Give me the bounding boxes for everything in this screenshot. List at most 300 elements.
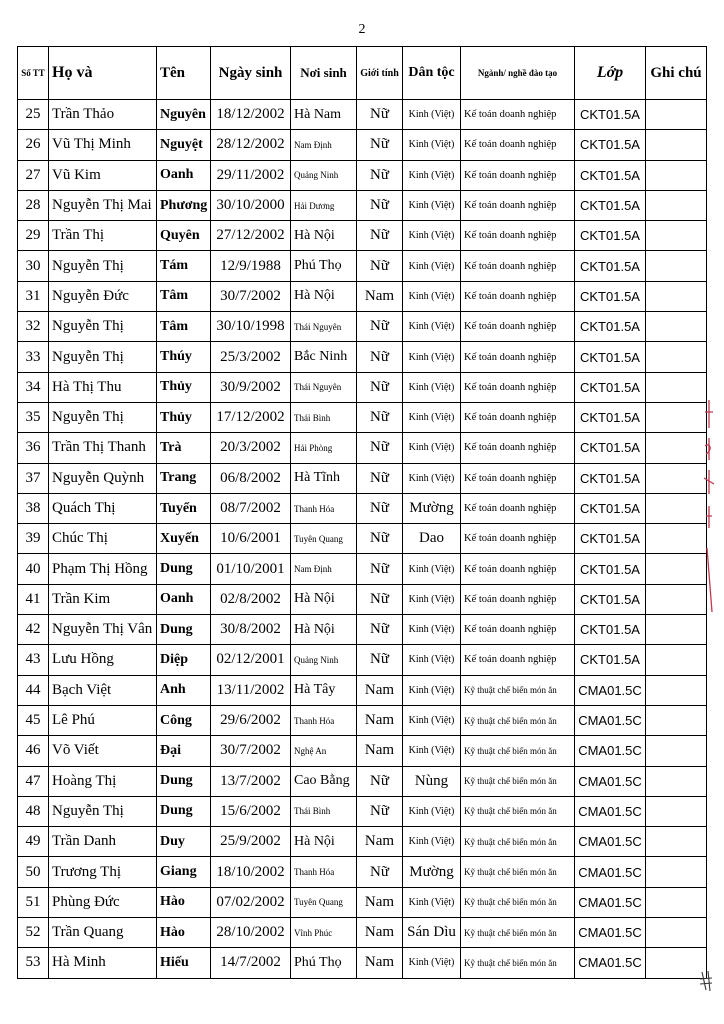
cell-ghi-chu (646, 524, 707, 554)
cell-stt: 31 (18, 281, 49, 311)
cell-lop: CKT01.5A (575, 251, 646, 281)
cell-lop: CKT01.5A (575, 554, 646, 584)
cell-noi-sinh: Nam Định (291, 554, 357, 584)
cell-stt: 52 (18, 918, 49, 948)
header-ghi-chu: Ghi chú (646, 47, 707, 100)
cell-ghi-chu (646, 615, 707, 645)
table-row (18, 524, 707, 554)
cell-ghi-chu (646, 251, 707, 281)
cell-dan-toc: Dao (403, 524, 461, 554)
cell-ngay-sinh: 06/8/2002 (211, 463, 291, 493)
cell-ho-va: Trần Thị Thanh (49, 433, 157, 463)
cell-ten: Tuyển (157, 493, 211, 523)
table-row (18, 675, 707, 705)
cell-dan-toc: Kinh (Việt) (403, 887, 461, 917)
cell-lop: CKT01.5A (575, 372, 646, 402)
cell-stt: 35 (18, 402, 49, 432)
cell-noi-sinh: Bắc Ninh (291, 342, 357, 372)
cell-ho-va: Nguyễn Thị (49, 251, 157, 281)
cell-stt: 48 (18, 796, 49, 826)
handwritten-initial-mark (698, 970, 714, 992)
cell-stt: 43 (18, 645, 49, 675)
table-row (18, 615, 707, 645)
table-row (18, 463, 707, 493)
cell-lop: CMA01.5C (575, 918, 646, 948)
cell-nganh: Kế toán doanh nghiệp (461, 372, 575, 402)
cell-noi-sinh: Vĩnh Phúc (291, 918, 357, 948)
cell-ngay-sinh: 30/9/2002 (211, 372, 291, 402)
cell-nganh: Kế toán doanh nghiệp (461, 281, 575, 311)
header-dan-toc: Dân tộc (403, 47, 461, 100)
cell-ngay-sinh: 17/12/2002 (211, 402, 291, 432)
cell-ngay-sinh: 25/9/2002 (211, 827, 291, 857)
cell-lop: CKT01.5A (575, 615, 646, 645)
table-row (18, 857, 707, 887)
cell-noi-sinh: Tuyên Quang (291, 524, 357, 554)
cell-dan-toc: Sán Dìu (403, 918, 461, 948)
cell-ghi-chu (646, 312, 707, 342)
cell-noi-sinh: Quảng Ninh (291, 645, 357, 675)
cell-gioi-tinh: Nữ (357, 766, 403, 796)
cell-noi-sinh: Hà Nội (291, 221, 357, 251)
cell-noi-sinh: Hà Nội (291, 827, 357, 857)
cell-ten: Nguyên (157, 100, 211, 130)
header-noi-sinh: Nơi sinh (291, 47, 357, 100)
cell-ngay-sinh: 07/02/2002 (211, 887, 291, 917)
cell-ngay-sinh: 13/7/2002 (211, 766, 291, 796)
cell-dan-toc: Kinh (Việt) (403, 100, 461, 130)
cell-noi-sinh: Phú Thọ (291, 251, 357, 281)
cell-ho-va: Lưu Hồng (49, 645, 157, 675)
cell-ten: Hiếu (157, 948, 211, 978)
cell-gioi-tinh: Nam (357, 918, 403, 948)
cell-ghi-chu (646, 372, 707, 402)
table-row (18, 736, 707, 766)
cell-ghi-chu (646, 584, 707, 614)
header-stt: Số TT (18, 47, 49, 100)
cell-stt: 45 (18, 705, 49, 735)
cell-lop: CKT01.5A (575, 584, 646, 614)
cell-ngay-sinh: 02/12/2001 (211, 645, 291, 675)
cell-nganh: Kế toán doanh nghiệp (461, 524, 575, 554)
cell-dan-toc: Kinh (Việt) (403, 948, 461, 978)
cell-ghi-chu (646, 796, 707, 826)
cell-dan-toc: Kinh (Việt) (403, 554, 461, 584)
cell-ho-va: Phùng Đức (49, 887, 157, 917)
cell-dan-toc: Nùng (403, 766, 461, 796)
cell-ngay-sinh: 30/7/2002 (211, 736, 291, 766)
cell-ghi-chu (646, 645, 707, 675)
cell-ho-va: Bạch Việt (49, 675, 157, 705)
cell-dan-toc: Kinh (Việt) (403, 372, 461, 402)
cell-dan-toc: Mường (403, 493, 461, 523)
cell-lop: CKT01.5A (575, 312, 646, 342)
cell-ngay-sinh: 01/10/2001 (211, 554, 291, 584)
cell-ngay-sinh: 29/6/2002 (211, 705, 291, 735)
cell-nganh: Kỹ thuật chế biến món ăn (461, 796, 575, 826)
table-row (18, 433, 707, 463)
cell-ngay-sinh: 28/10/2002 (211, 918, 291, 948)
cell-lop: CKT01.5A (575, 190, 646, 220)
cell-ngay-sinh: 27/12/2002 (211, 221, 291, 251)
cell-ten: Dung (157, 615, 211, 645)
cell-ngay-sinh: 30/7/2002 (211, 281, 291, 311)
cell-noi-sinh: Phú Thọ (291, 948, 357, 978)
cell-ten: Thúy (157, 342, 211, 372)
cell-dan-toc: Kinh (Việt) (403, 675, 461, 705)
cell-nganh: Kỹ thuật chế biến món ăn (461, 705, 575, 735)
cell-lop: CMA01.5C (575, 827, 646, 857)
cell-ten: Phương (157, 190, 211, 220)
table-row (18, 190, 707, 220)
cell-nganh: Kế toán doanh nghiệp (461, 493, 575, 523)
cell-ngay-sinh: 14/7/2002 (211, 948, 291, 978)
cell-dan-toc: Kinh (Việt) (403, 645, 461, 675)
cell-stt: 49 (18, 827, 49, 857)
cell-ten: Tám (157, 251, 211, 281)
cell-gioi-tinh: Nữ (357, 433, 403, 463)
cell-dan-toc: Kinh (Việt) (403, 615, 461, 645)
cell-noi-sinh: Thanh Hóa (291, 857, 357, 887)
cell-lop: CMA01.5C (575, 705, 646, 735)
cell-nganh: Kế toán doanh nghiệp (461, 251, 575, 281)
cell-ghi-chu (646, 705, 707, 735)
cell-ten: Thủy (157, 402, 211, 432)
cell-gioi-tinh: Nam (357, 736, 403, 766)
page-number: 2 (358, 22, 366, 37)
cell-lop: CKT01.5A (575, 524, 646, 554)
cell-dan-toc: Kinh (Việt) (403, 281, 461, 311)
cell-stt: 33 (18, 342, 49, 372)
cell-noi-sinh: Nam Định (291, 130, 357, 160)
cell-nganh: Kỹ thuật chế biến món ăn (461, 766, 575, 796)
cell-gioi-tinh: Nữ (357, 100, 403, 130)
cell-ghi-chu (646, 130, 707, 160)
cell-noi-sinh: Thanh Hóa (291, 493, 357, 523)
cell-gioi-tinh: Nữ (357, 615, 403, 645)
table-row (18, 342, 707, 372)
table-row (18, 887, 707, 917)
cell-gioi-tinh: Nam (357, 887, 403, 917)
cell-noi-sinh: Hà Nam (291, 100, 357, 130)
cell-dan-toc: Kinh (Việt) (403, 584, 461, 614)
cell-gioi-tinh: Nữ (357, 493, 403, 523)
cell-gioi-tinh: Nữ (357, 796, 403, 826)
header-nganh: Ngành/ nghề đào tạo (461, 47, 575, 100)
cell-ho-va: Nguyễn Thị Vân (49, 615, 157, 645)
cell-stt: 50 (18, 857, 49, 887)
cell-lop: CKT01.5A (575, 645, 646, 675)
cell-ten: Hào (157, 887, 211, 917)
table-row (18, 493, 707, 523)
cell-ho-va: Nguyễn Quỳnh (49, 463, 157, 493)
cell-ngay-sinh: 30/10/2000 (211, 190, 291, 220)
table-row (18, 827, 707, 857)
cell-nganh: Kế toán doanh nghiệp (461, 584, 575, 614)
cell-ho-va: Phạm Thị Hồng (49, 554, 157, 584)
cell-ngay-sinh: 02/8/2002 (211, 584, 291, 614)
table-header-row (18, 47, 707, 100)
cell-nganh: Kỹ thuật chế biến món ăn (461, 857, 575, 887)
cell-ten: Nguyệt (157, 130, 211, 160)
cell-ghi-chu (646, 160, 707, 190)
cell-noi-sinh: Hà Tây (291, 675, 357, 705)
cell-dan-toc: Kinh (Việt) (403, 221, 461, 251)
cell-noi-sinh: Hà Tĩnh (291, 463, 357, 493)
cell-lop: CKT01.5A (575, 402, 646, 432)
cell-ngay-sinh: 30/8/2002 (211, 615, 291, 645)
cell-dan-toc: Kinh (Việt) (403, 160, 461, 190)
cell-ten: Dung (157, 766, 211, 796)
cell-noi-sinh: Nghệ An (291, 736, 357, 766)
table-row (18, 130, 707, 160)
cell-ho-va: Nguyễn Thị (49, 342, 157, 372)
header-gioi-tinh: Giới tính (357, 47, 403, 100)
cell-ngay-sinh: 30/10/1998 (211, 312, 291, 342)
cell-gioi-tinh: Nữ (357, 584, 403, 614)
header-ngay-sinh: Ngày sinh (211, 47, 291, 100)
cell-ngay-sinh: 12/9/1988 (211, 251, 291, 281)
header-lop: Lớp (575, 47, 646, 100)
cell-ten: Oanh (157, 160, 211, 190)
table-row (18, 705, 707, 735)
cell-ghi-chu (646, 766, 707, 796)
cell-lop: CMA01.5C (575, 857, 646, 887)
cell-noi-sinh: Hải Dương (291, 190, 357, 220)
cell-gioi-tinh: Nữ (357, 645, 403, 675)
cell-stt: 39 (18, 524, 49, 554)
cell-stt: 26 (18, 130, 49, 160)
table-row (18, 402, 707, 432)
cell-nganh: Kế toán doanh nghiệp (461, 160, 575, 190)
cell-stt: 38 (18, 493, 49, 523)
cell-stt: 41 (18, 584, 49, 614)
cell-noi-sinh: Hà Nội (291, 615, 357, 645)
table-row (18, 372, 707, 402)
cell-dan-toc: Kinh (Việt) (403, 130, 461, 160)
cell-ten: Quyên (157, 221, 211, 251)
cell-stt: 25 (18, 100, 49, 130)
cell-ngay-sinh: 18/12/2002 (211, 100, 291, 130)
cell-gioi-tinh: Nam (357, 281, 403, 311)
cell-dan-toc: Kinh (Việt) (403, 251, 461, 281)
cell-ten: Dung (157, 554, 211, 584)
cell-noi-sinh: Thái Nguyên (291, 372, 357, 402)
table-row (18, 221, 707, 251)
cell-ho-va: Trần Danh (49, 827, 157, 857)
cell-lop: CMA01.5C (575, 675, 646, 705)
cell-dan-toc: Kinh (Việt) (403, 312, 461, 342)
cell-ten: Tâm (157, 312, 211, 342)
table-row (18, 281, 707, 311)
cell-ghi-chu (646, 402, 707, 432)
cell-gioi-tinh: Nữ (357, 463, 403, 493)
cell-gioi-tinh: Nữ (357, 342, 403, 372)
cell-ho-va: Nguyễn Thị (49, 402, 157, 432)
cell-gioi-tinh: Nữ (357, 130, 403, 160)
cell-gioi-tinh: Nam (357, 705, 403, 735)
cell-ho-va: Nguyễn Thị Mai (49, 190, 157, 220)
cell-ghi-chu (646, 190, 707, 220)
cell-ho-va: Trần Thảo (49, 100, 157, 130)
cell-nganh: Kế toán doanh nghiệp (461, 554, 575, 584)
student-roster-table (17, 46, 707, 979)
table-body (18, 100, 707, 979)
cell-ten: Duy (157, 827, 211, 857)
cell-nganh: Kế toán doanh nghiệp (461, 402, 575, 432)
cell-ngay-sinh: 29/11/2002 (211, 160, 291, 190)
cell-ngay-sinh: 20/3/2002 (211, 433, 291, 463)
table-row (18, 312, 707, 342)
cell-ten: Đại (157, 736, 211, 766)
cell-noi-sinh: Thái Nguyên (291, 312, 357, 342)
cell-ho-va: Quách Thị (49, 493, 157, 523)
cell-ten: Anh (157, 675, 211, 705)
table-row (18, 645, 707, 675)
cell-dan-toc: Mường (403, 857, 461, 887)
cell-ghi-chu (646, 675, 707, 705)
cell-dan-toc: Kinh (Việt) (403, 433, 461, 463)
cell-dan-toc: Kinh (Việt) (403, 736, 461, 766)
cell-stt: 34 (18, 372, 49, 402)
cell-ghi-chu (646, 827, 707, 857)
table-row (18, 251, 707, 281)
cell-ho-va: Trần Quang (49, 918, 157, 948)
cell-ghi-chu (646, 281, 707, 311)
cell-gioi-tinh: Nữ (357, 857, 403, 887)
cell-ghi-chu (646, 342, 707, 372)
cell-gioi-tinh: Nữ (357, 160, 403, 190)
cell-nganh: Kỹ thuật chế biến món ăn (461, 736, 575, 766)
cell-nganh: Kỹ thuật chế biến món ăn (461, 887, 575, 917)
cell-noi-sinh: Hà Nội (291, 584, 357, 614)
cell-ten: Trà (157, 433, 211, 463)
cell-stt: 29 (18, 221, 49, 251)
cell-lop: CKT01.5A (575, 493, 646, 523)
cell-gioi-tinh: Nữ (357, 372, 403, 402)
cell-ghi-chu (646, 554, 707, 584)
cell-nganh: Kế toán doanh nghiệp (461, 312, 575, 342)
cell-nganh: Kế toán doanh nghiệp (461, 615, 575, 645)
cell-ngay-sinh: 15/6/2002 (211, 796, 291, 826)
cell-lop: CKT01.5A (575, 463, 646, 493)
table-row (18, 948, 707, 978)
cell-lop: CKT01.5A (575, 281, 646, 311)
cell-ten: Dung (157, 796, 211, 826)
cell-stt: 27 (18, 160, 49, 190)
cell-stt: 51 (18, 887, 49, 917)
cell-gioi-tinh: Nam (357, 675, 403, 705)
cell-ghi-chu (646, 736, 707, 766)
cell-stt: 40 (18, 554, 49, 584)
cell-gioi-tinh: Nữ (357, 251, 403, 281)
cell-stt: 42 (18, 615, 49, 645)
cell-noi-sinh: Thái Bình (291, 796, 357, 826)
table-row (18, 918, 707, 948)
cell-nganh: Kế toán doanh nghiệp (461, 130, 575, 160)
cell-ho-va: Nguyễn Thị (49, 312, 157, 342)
cell-ho-va: Vũ Kim (49, 160, 157, 190)
cell-ngay-sinh: 13/11/2002 (211, 675, 291, 705)
cell-stt: 37 (18, 463, 49, 493)
cell-noi-sinh: Tuyên Quang (291, 887, 357, 917)
cell-ho-va: Võ Viết (49, 736, 157, 766)
cell-lop: CKT01.5A (575, 433, 646, 463)
table-row (18, 766, 707, 796)
cell-lop: CMA01.5C (575, 766, 646, 796)
cell-lop: CMA01.5C (575, 887, 646, 917)
cell-stt: 36 (18, 433, 49, 463)
cell-ho-va: Hoàng Thị (49, 766, 157, 796)
cell-ho-va: Hà Minh (49, 948, 157, 978)
cell-ten: Tâm (157, 281, 211, 311)
table-row (18, 554, 707, 584)
cell-ghi-chu (646, 493, 707, 523)
cell-lop: CKT01.5A (575, 130, 646, 160)
cell-stt: 47 (18, 766, 49, 796)
cell-dan-toc: Kinh (Việt) (403, 796, 461, 826)
cell-ghi-chu (646, 221, 707, 251)
cell-dan-toc: Kinh (Việt) (403, 190, 461, 220)
cell-ghi-chu (646, 887, 707, 917)
cell-ghi-chu (646, 100, 707, 130)
cell-noi-sinh: Quảng Ninh (291, 160, 357, 190)
cell-stt: 46 (18, 736, 49, 766)
cell-ngay-sinh: 28/12/2002 (211, 130, 291, 160)
cell-nganh: Kế toán doanh nghiệp (461, 221, 575, 251)
cell-noi-sinh: Thái Bình (291, 402, 357, 432)
cell-dan-toc: Kinh (Việt) (403, 827, 461, 857)
cell-lop: CKT01.5A (575, 160, 646, 190)
cell-ho-va: Vũ Thị Minh (49, 130, 157, 160)
cell-dan-toc: Kinh (Việt) (403, 342, 461, 372)
cell-ten: Hào (157, 918, 211, 948)
cell-ten: Oanh (157, 584, 211, 614)
cell-nganh: Kỹ thuật chế biến món ăn (461, 675, 575, 705)
cell-noi-sinh: Hà Nội (291, 281, 357, 311)
header-ten: Tên (157, 47, 211, 100)
cell-dan-toc: Kinh (Việt) (403, 463, 461, 493)
cell-nganh: Kế toán doanh nghiệp (461, 645, 575, 675)
header-ho-va: Họ và (49, 47, 157, 100)
cell-nganh: Kỹ thuật chế biến món ăn (461, 918, 575, 948)
table-row (18, 796, 707, 826)
cell-noi-sinh: Thanh Hóa (291, 705, 357, 735)
cell-ten: Xuyến (157, 524, 211, 554)
cell-stt: 32 (18, 312, 49, 342)
cell-gioi-tinh: Nữ (357, 190, 403, 220)
cell-ho-va: Nguyễn Đức (49, 281, 157, 311)
cell-gioi-tinh: Nữ (357, 402, 403, 432)
cell-ngay-sinh: 08/7/2002 (211, 493, 291, 523)
cell-noi-sinh: Cao Bằng (291, 766, 357, 796)
cell-ten: Thủy (157, 372, 211, 402)
cell-ten: Công (157, 705, 211, 735)
table-row (18, 160, 707, 190)
cell-ten: Trang (157, 463, 211, 493)
cell-lop: CMA01.5C (575, 948, 646, 978)
cell-ho-va: Lê Phú (49, 705, 157, 735)
cell-ghi-chu (646, 918, 707, 948)
cell-nganh: Kế toán doanh nghiệp (461, 342, 575, 372)
cell-nganh: Kỹ thuật chế biến món ăn (461, 827, 575, 857)
cell-lop: CMA01.5C (575, 736, 646, 766)
cell-noi-sinh: Hải Phòng (291, 433, 357, 463)
cell-nganh: Kỹ thuật chế biến món ăn (461, 948, 575, 978)
cell-gioi-tinh: Nữ (357, 221, 403, 251)
cell-gioi-tinh: Nữ (357, 524, 403, 554)
cell-dan-toc: Kinh (Việt) (403, 705, 461, 735)
